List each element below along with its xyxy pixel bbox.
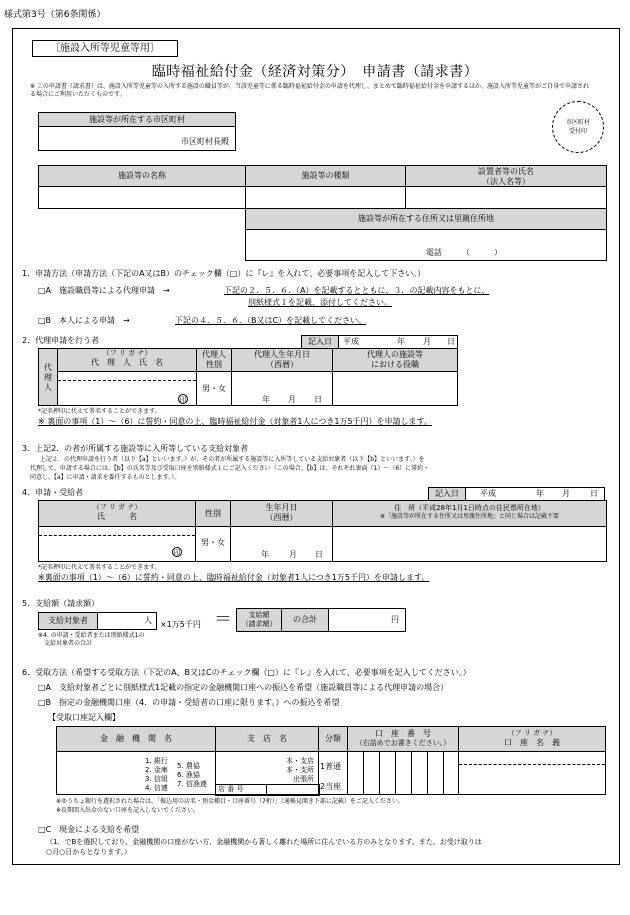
sec2-dob-h2: （西暦） <box>266 360 298 369</box>
digit-divider <box>379 752 380 794</box>
sec1-option-b[interactable]: □B 本人による申請 → <box>38 316 130 325</box>
sec5-target-field[interactable] <box>97 612 157 630</box>
sec6-option-a[interactable]: □A 支給対象者ごとに別紙様式1記載の指定の金融機関口座への振込を希望（施設職員等による代理申請の場合） <box>38 683 449 692</box>
sec4-name-header <box>38 500 196 527</box>
facility-address-header: 施設等が所在する住所又は里親住所地 <box>245 208 607 230</box>
municipality-field[interactable] <box>38 126 236 151</box>
holder-h1: （フ リ ガ ナ） <box>507 729 557 737</box>
sec4-entry-year: 年 <box>536 489 544 498</box>
sec5-target-label: 支給対象者 <box>38 612 98 630</box>
sec1-option-b-line: 下記の４．５．６．（B又はC）を記載してください。 <box>175 316 367 325</box>
bank-type-4: 4. 信連 <box>145 784 168 792</box>
stamp-line1: 市区町村 <box>565 119 590 126</box>
sec3-body2: 代理して、申請する場合には、【b】の氏名等及び受取口座を別紙様式１にご記入ください（この場合、【b】は、それぞれ裏面（1）～（6）に誓約・ <box>30 465 430 472</box>
branch-no-field[interactable] <box>266 784 320 796</box>
intro-note: ※ この申請書（請求書）は、施設入所等児童等の入所する施設の職員等が、当該児童等に係る臨時福祉給付金の申請を代理し、まとめて臨時福祉給付金を申請するほか、施設入所等児童等がご自身で申請される場合にご利用いただくものです。 <box>30 83 589 98</box>
sec2-role-header <box>332 348 458 372</box>
sec1-option-a[interactable]: □A 施設職員等による代理申請 → <box>38 286 170 295</box>
stamp-line2: 受付印 <box>568 128 587 135</box>
founder-header-l1: 設置者等の氏名 <box>478 167 534 176</box>
sec2-name-field[interactable] <box>57 371 197 406</box>
bank-types-col2 <box>177 762 207 789</box>
account-type-field[interactable] <box>318 751 348 795</box>
furigana-divider <box>39 535 195 536</box>
side-label-2: 理 <box>44 373 52 382</box>
bank-field[interactable] <box>56 751 216 795</box>
sec2-gender-h2: 性別 <box>206 360 222 369</box>
sec2-name-header-text: 代 理 人 氏 名 <box>91 358 163 367</box>
sec4-dob-day: 日 <box>315 550 323 559</box>
account-type-2: 2当座 <box>320 782 342 791</box>
sec2-role-h1: 代理人の施設等 <box>367 350 423 359</box>
sec4-entry-era: 平成 <box>480 489 496 498</box>
sec4-address-header <box>332 500 607 527</box>
sec5-yen: 円 <box>391 615 399 624</box>
sec2-gender-field[interactable]: 男・女 <box>196 371 232 406</box>
sec2-furigana: （フ リ ガ ナ） <box>102 349 152 357</box>
sec5-target-unit: 人 <box>144 616 152 625</box>
side-label-3: 人 <box>44 383 52 392</box>
phone-label: 電話 （ ） <box>426 248 502 257</box>
digit-divider <box>363 752 364 794</box>
sec3-heading: 3．上記2．の者が所属する施設等に入所等している支給対象者 <box>22 444 249 453</box>
furigana-divider <box>459 764 605 765</box>
digit-divider <box>443 752 444 794</box>
addressee: 市区町村長殿 <box>181 137 229 146</box>
sec6-option-c[interactable]: □C 現金による支給を希望 <box>38 825 140 834</box>
page-title: 臨時福祉給付金（経済対策分） 申請書（請求書） <box>151 64 479 80</box>
sec5-total-field[interactable] <box>328 608 406 632</box>
facility-type-field[interactable] <box>245 186 406 209</box>
side-label-1: 代 <box>44 363 52 372</box>
sec2-side-label <box>38 348 58 406</box>
form-number: 様式第3号（第6条関係） <box>4 10 106 20</box>
branch-header: 支 店 名 <box>215 726 319 752</box>
digit-divider <box>395 752 396 794</box>
bank-types-col1 <box>145 757 168 793</box>
facility-name-header: 施設等の名称 <box>38 165 246 187</box>
bank-type-3: 3. 信組 <box>145 775 168 783</box>
sec4-address-h2: ※「施設等が所在する住所又は里親住所地」と同じ場合は記載不要 <box>379 513 560 520</box>
sec2-dob-field[interactable] <box>231 371 333 406</box>
bank-type-5: 5. 農協 <box>177 762 200 770</box>
sec2-dob-h1: 代理人生年月日 <box>254 350 310 359</box>
account-no-h2: （右詰めでお書きください。） <box>355 739 451 747</box>
digit-divider <box>411 752 412 794</box>
sec2-entry-month: 月 <box>423 337 431 346</box>
sec4-dob-month: 月 <box>289 550 297 559</box>
sec5-amount-l2: （請求額） <box>241 620 277 628</box>
sec3-body1: 上記２．の代理申請を行う者（以下【a】といいます。）が、その者が所属する施設等に入所等している支給対象者（以下【b】といいます。）を <box>40 456 425 463</box>
sec4-dob-h1: 生年月日 <box>265 503 298 512</box>
sec2-entry-label: 記入日 <box>301 335 339 349</box>
reception-stamp-circle <box>552 101 604 153</box>
sec4-dob-header <box>230 500 333 527</box>
sec2-dob-year: 年 <box>262 395 270 404</box>
sec2-dob-month: 月 <box>288 395 296 404</box>
branch-no-label: 店 番 号 <box>215 784 267 796</box>
sec1-heading: 1．申請方法（申請方法（下記のA又はB）のチェック欄（□）に『レ』を入れて、必要事項を記入して下さい。） <box>22 269 426 278</box>
branch-types <box>286 757 314 784</box>
sec5-amount-label <box>236 608 282 632</box>
sec6-note2: ※長期間入出金のない口座を記入しないでください。 <box>56 807 200 814</box>
holder-h2: 口 座 名 義 <box>504 738 560 747</box>
sec2-entry-day: 日 <box>447 337 455 346</box>
digit-divider <box>427 752 428 794</box>
facility-type-header: 施設等の種類 <box>245 165 406 187</box>
sec4-gender-field[interactable]: 男・女 <box>195 526 231 562</box>
sec2-entry-date[interactable] <box>338 335 458 349</box>
sec2-note1: *記名押印に代えて署名することができます。 <box>38 408 161 415</box>
sec2-name-header <box>57 348 197 372</box>
branch-type-2: 本・支所 <box>286 766 314 774</box>
sec1-option-a-line1: 下記の２．５．６．（A）を記載するとともに、３．の記載内容をもとに、 <box>224 286 490 295</box>
sec4-heading: 4．申請・受給者 <box>22 488 84 497</box>
account-no-header <box>347 726 459 752</box>
bank-header: 金 融 機 関 名 <box>56 726 216 752</box>
branch-field[interactable] <box>215 751 319 795</box>
sec5-amount-l1: 支給額 <box>248 611 270 619</box>
bank-type-6: 6. 漁協 <box>177 771 200 779</box>
sec2-role-h2: における役職 <box>371 360 419 369</box>
sec4-entry-date[interactable] <box>465 487 605 501</box>
sec6-option-c-note2: ○月○日からとなります。） <box>46 848 132 856</box>
sec4-entry-label: 記入日 <box>428 487 466 501</box>
facility-address-field[interactable] <box>245 229 607 261</box>
founder-field[interactable] <box>405 186 607 209</box>
sec2-entry-year: 年 <box>397 337 405 346</box>
sec4-name-field[interactable] <box>38 526 196 562</box>
type-header: 分類 <box>318 726 348 752</box>
sec2-role-field[interactable] <box>332 371 458 406</box>
sec2-note2: ※ 裏面の事項（1）～（6）に誓約・同意の上、臨時福祉給付金（対象者1人につき1万5千円）を申請します。 <box>38 417 432 426</box>
sec6-heading: 6．受取方法（希望する受取方法（下記のA、B又はCのチェック欄（□）に『レ』を入れて、必要事項を記入してください。） <box>22 668 471 677</box>
sec5-multiplier: ×1万5千円 <box>160 620 201 629</box>
sec4-note1: *記名押印に代えて署名することができます。 <box>38 564 161 571</box>
sec4-dob-year: 年 <box>261 550 269 559</box>
sec1-option-a-line2: 別紙様式１を記載、添付してください。 <box>248 298 392 307</box>
sec2-gender-h1: 代理人 <box>202 350 226 359</box>
holder-field[interactable] <box>458 751 606 795</box>
sec6-note1: ※ゆうちょ銀行を選択された場合は、「振込用の店名・預金種目・口座番号（7桁）」（通帳見開き下部に記載）をご記入ください。 <box>56 798 404 805</box>
founder-header-l2: （法人名等） <box>482 177 530 186</box>
bank-type-7: 7. 信漁連 <box>177 780 207 788</box>
branch-type-1: 本・支店 <box>286 757 314 765</box>
sec5-note-l2: 支給対象者の合計 <box>44 640 93 647</box>
sec4-name-header-text: 氏 名 <box>97 512 137 521</box>
account-no-field[interactable] <box>347 751 459 795</box>
sec2-entry-era: 平成 <box>343 337 359 346</box>
sec2-heading: 2．代理申請を行う者 <box>22 336 100 345</box>
sec4-note2: ※裏面の事項（1）～（6）に誓約・同意の上、臨時福祉給付金（対象者1人につき1万5千円）を申請します。 <box>38 573 430 582</box>
sec4-address-h1: 住 所（平成28年1月1日時点の住民票所在地） <box>394 504 545 512</box>
sec4-furigana: （フ リ ガ ナ） <box>92 503 142 511</box>
account-type-1: 1普通 <box>320 762 342 771</box>
account-title: 【受取口座記入欄】 <box>48 713 120 722</box>
sec3-body3: 同意し、【a】に申請・請求を委任するものとします。）。 <box>30 474 181 481</box>
sec2-dob-header <box>231 348 333 372</box>
sec2-dob-day: 日 <box>314 395 322 404</box>
sec4-entry-day: 日 <box>590 489 598 498</box>
bank-type-1: 1. 銀行 <box>145 757 168 765</box>
sec4-address-field[interactable] <box>332 526 607 562</box>
sec5-heading: 5．支給額（請求額） <box>22 599 100 608</box>
sec5-note-l1: ※4. の申請・受給者または別紙様式1の <box>38 632 145 639</box>
form-category: 〔施設入所等児童等用〕 <box>32 40 178 57</box>
branch-type-3: 出張所 <box>293 775 314 783</box>
sec4-gender-header: 性別 <box>195 500 231 527</box>
sec4-dob-field[interactable] <box>230 526 333 562</box>
sec4-entry-month: 月 <box>562 489 570 498</box>
account-no-h1: 口 座 番 号 <box>375 729 431 738</box>
bank-type-2: 2. 金庫 <box>145 766 168 774</box>
sec4-dob-h2: （西暦） <box>265 513 298 522</box>
founder-header <box>405 165 607 187</box>
holder-header <box>458 726 606 752</box>
facility-name-field[interactable] <box>38 186 246 209</box>
sec5-total-label: の合計 <box>281 608 329 632</box>
sec2-gender-header <box>196 348 232 372</box>
seal-icon: 印 <box>173 549 181 557</box>
sec6-option-c-note1: （1．でBを選択しており、金融機関の口座がない方、金融機関から著しく離れた場所に住んでいる方のみとなります。また、お受け取りは <box>46 838 482 846</box>
furigana-divider <box>58 380 196 381</box>
seal-icon: 印 <box>179 396 187 404</box>
municipality-header: 施設等が所在する市区町村 <box>38 112 236 127</box>
sec6-option-b[interactable]: □B 指定の金融機関口座（4．の申請・受給者の口座に限ります。）への振込を希望 <box>38 698 340 707</box>
sec5-equals: ＝ <box>214 609 232 630</box>
